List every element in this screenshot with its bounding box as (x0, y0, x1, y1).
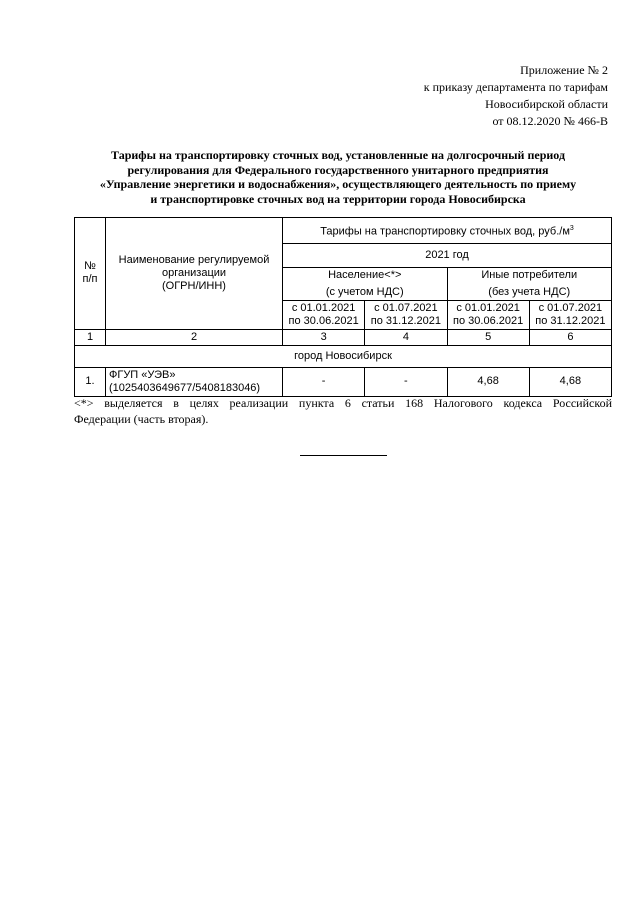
period-to: по 31.12.2021 (370, 314, 441, 327)
document-title (68, 148, 608, 206)
city-row (75, 345, 612, 367)
period-to: по 30.06.2021 (288, 314, 359, 327)
column-number: 6 (529, 329, 611, 345)
title-line: и транспортировке сточных вод на территории города Новосибирска (150, 191, 526, 206)
period-from: с 01.07.2021 (538, 301, 603, 314)
header-population (283, 267, 448, 300)
header-number (75, 218, 106, 330)
row-org (106, 367, 283, 396)
appendix-header (308, 62, 608, 130)
title-line: регулирования для Федерального государственного унитарного предприятия (127, 162, 549, 177)
appendix-date: от 08.12.2020 № 466-В (492, 114, 608, 128)
header-year: 2021 год (283, 243, 612, 267)
table-row (75, 367, 612, 396)
footnote-line: <*> выделяется в целях реализации пункта 6 статьи 168 Налогового кодекса Российской (74, 396, 612, 410)
row-value: 4,68 (529, 367, 611, 396)
header-others-vat: (без учета НДС) (488, 285, 571, 298)
period-header (447, 300, 529, 329)
column-number-row (75, 329, 612, 345)
footnote (74, 395, 612, 427)
header-population-label: Население<*> (328, 268, 402, 281)
column-number: 4 (365, 329, 447, 345)
period-from: с 01.07.2021 (374, 301, 438, 314)
appendix-number: Приложение № 2 (520, 63, 608, 77)
period-from: с 01.01.2021 (291, 301, 356, 314)
period-header (283, 300, 365, 329)
header-population-vat: (с учетом НДС) (325, 285, 404, 298)
end-divider (300, 455, 387, 456)
footnote-line: Федерации (часть вторая). (74, 412, 209, 426)
period-from: с 01.01.2021 (456, 301, 520, 314)
row-value: - (365, 367, 447, 396)
row-number: 1. (75, 367, 106, 396)
row-org-ids: (1025403649677/5408183046) (109, 381, 261, 394)
column-number: 1 (75, 329, 106, 345)
header-tariffs-unit-sup: 3 (569, 225, 574, 232)
period-to: по 30.06.2021 (453, 314, 524, 327)
period-to: по 31.12.2021 (535, 314, 606, 327)
row-value: - (283, 367, 365, 396)
row-value: 4,68 (447, 367, 529, 396)
header-tariffs (283, 218, 612, 244)
column-number: 3 (283, 329, 365, 345)
appendix-order-ref: к приказу департамента по тарифам (423, 80, 608, 94)
title-line: Тарифы на транспортировку сточных вод, установленные на долгосрочный период (110, 148, 566, 162)
header-tariffs-label: Тарифы на транспортировку сточных вод, руб./м (320, 225, 570, 238)
period-header (365, 300, 447, 329)
title-line: «Управление энергетики и водоснабжения», осуществляющего деятельность по приему (99, 177, 577, 191)
column-number: 2 (106, 329, 283, 345)
column-number: 5 (447, 329, 529, 345)
header-org-line: организации (161, 266, 227, 279)
header-org-line: (ОГРН/ИНН) (162, 279, 226, 292)
period-header (529, 300, 611, 329)
header-others-label: Иные потребители (481, 268, 578, 281)
header-others (447, 267, 612, 300)
city-name: город Новосибирск (75, 345, 612, 367)
tariff-table (74, 217, 612, 397)
header-number-label: п/п (82, 273, 98, 286)
header-org-name (106, 218, 283, 330)
row-org-name: ФГУП «УЭВ» (109, 368, 176, 381)
header-org-line: Наименование регулируемой (118, 253, 270, 266)
appendix-region: Новосибирской области (485, 97, 608, 111)
header-number-sign: № (84, 260, 96, 273)
